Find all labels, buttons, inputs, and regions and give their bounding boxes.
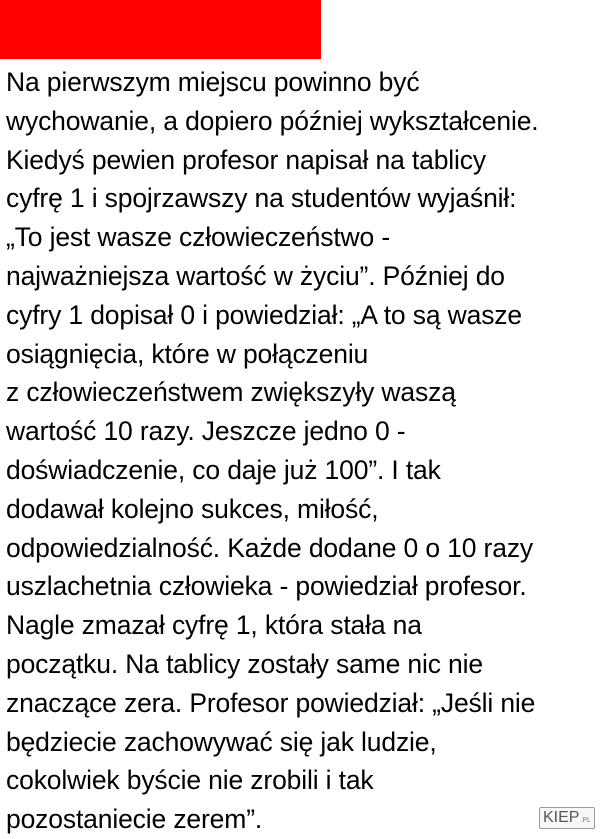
text-line: Nagle zmazał cyfrę 1, która stała na [6, 610, 422, 641]
text-line: „To jest wasze człowieczeństwo - [6, 222, 390, 253]
text-line: cyfrę 1 i spojrzawszy na studentów wyjaśnił: [6, 183, 517, 214]
text-line: pozostaniecie zerem”. [6, 804, 263, 835]
red-header-block [0, 0, 321, 59]
text-line: uszlachetnia człowieka - powiedział profesor. [6, 571, 527, 602]
watermark-suffix: .PL [580, 817, 591, 824]
text-line: cokolwiek byście nie zrobili i tak [6, 765, 374, 796]
text-line: osiągnięcia, które w połączeniu [6, 338, 369, 369]
kiep-watermark [539, 807, 595, 829]
story-text [6, 63, 606, 839]
text-line: będziecie zachowywać się jak ludzie, [6, 726, 437, 757]
text-line: z człowieczeństwem zwiększyły waszą [6, 377, 456, 408]
text-line: początku. Na tablicy zostały same nic nie [6, 648, 483, 679]
watermark-main: KIEP [543, 809, 580, 826]
text-line: odpowiedzialność. Każde dodane 0 o 10 razy [6, 532, 534, 563]
text-line: Na pierwszym miejscu powinno być [6, 67, 420, 97]
text-line: wychowanie, a dopiero później wykształcenie. [6, 105, 539, 136]
text-line: Kiedyś pewien profesor napisał na tablicy [6, 144, 486, 175]
text-line: znaczące zera. Profesor powiedział: „Jeśli nie [6, 687, 536, 718]
text-line: cyfry 1 dopisał 0 i powiedział: „A to są wasze [6, 299, 522, 330]
text-line: wartość 10 razy. Jeszcze jedno 0 - [6, 416, 406, 447]
text-line: doświadczenie, co daje już 100”. I tak [6, 454, 441, 485]
text-line: dodawał kolejno sukces, miłość, [6, 493, 379, 524]
text-line: najważniejsza wartość w życiu”. Później do [6, 260, 505, 291]
